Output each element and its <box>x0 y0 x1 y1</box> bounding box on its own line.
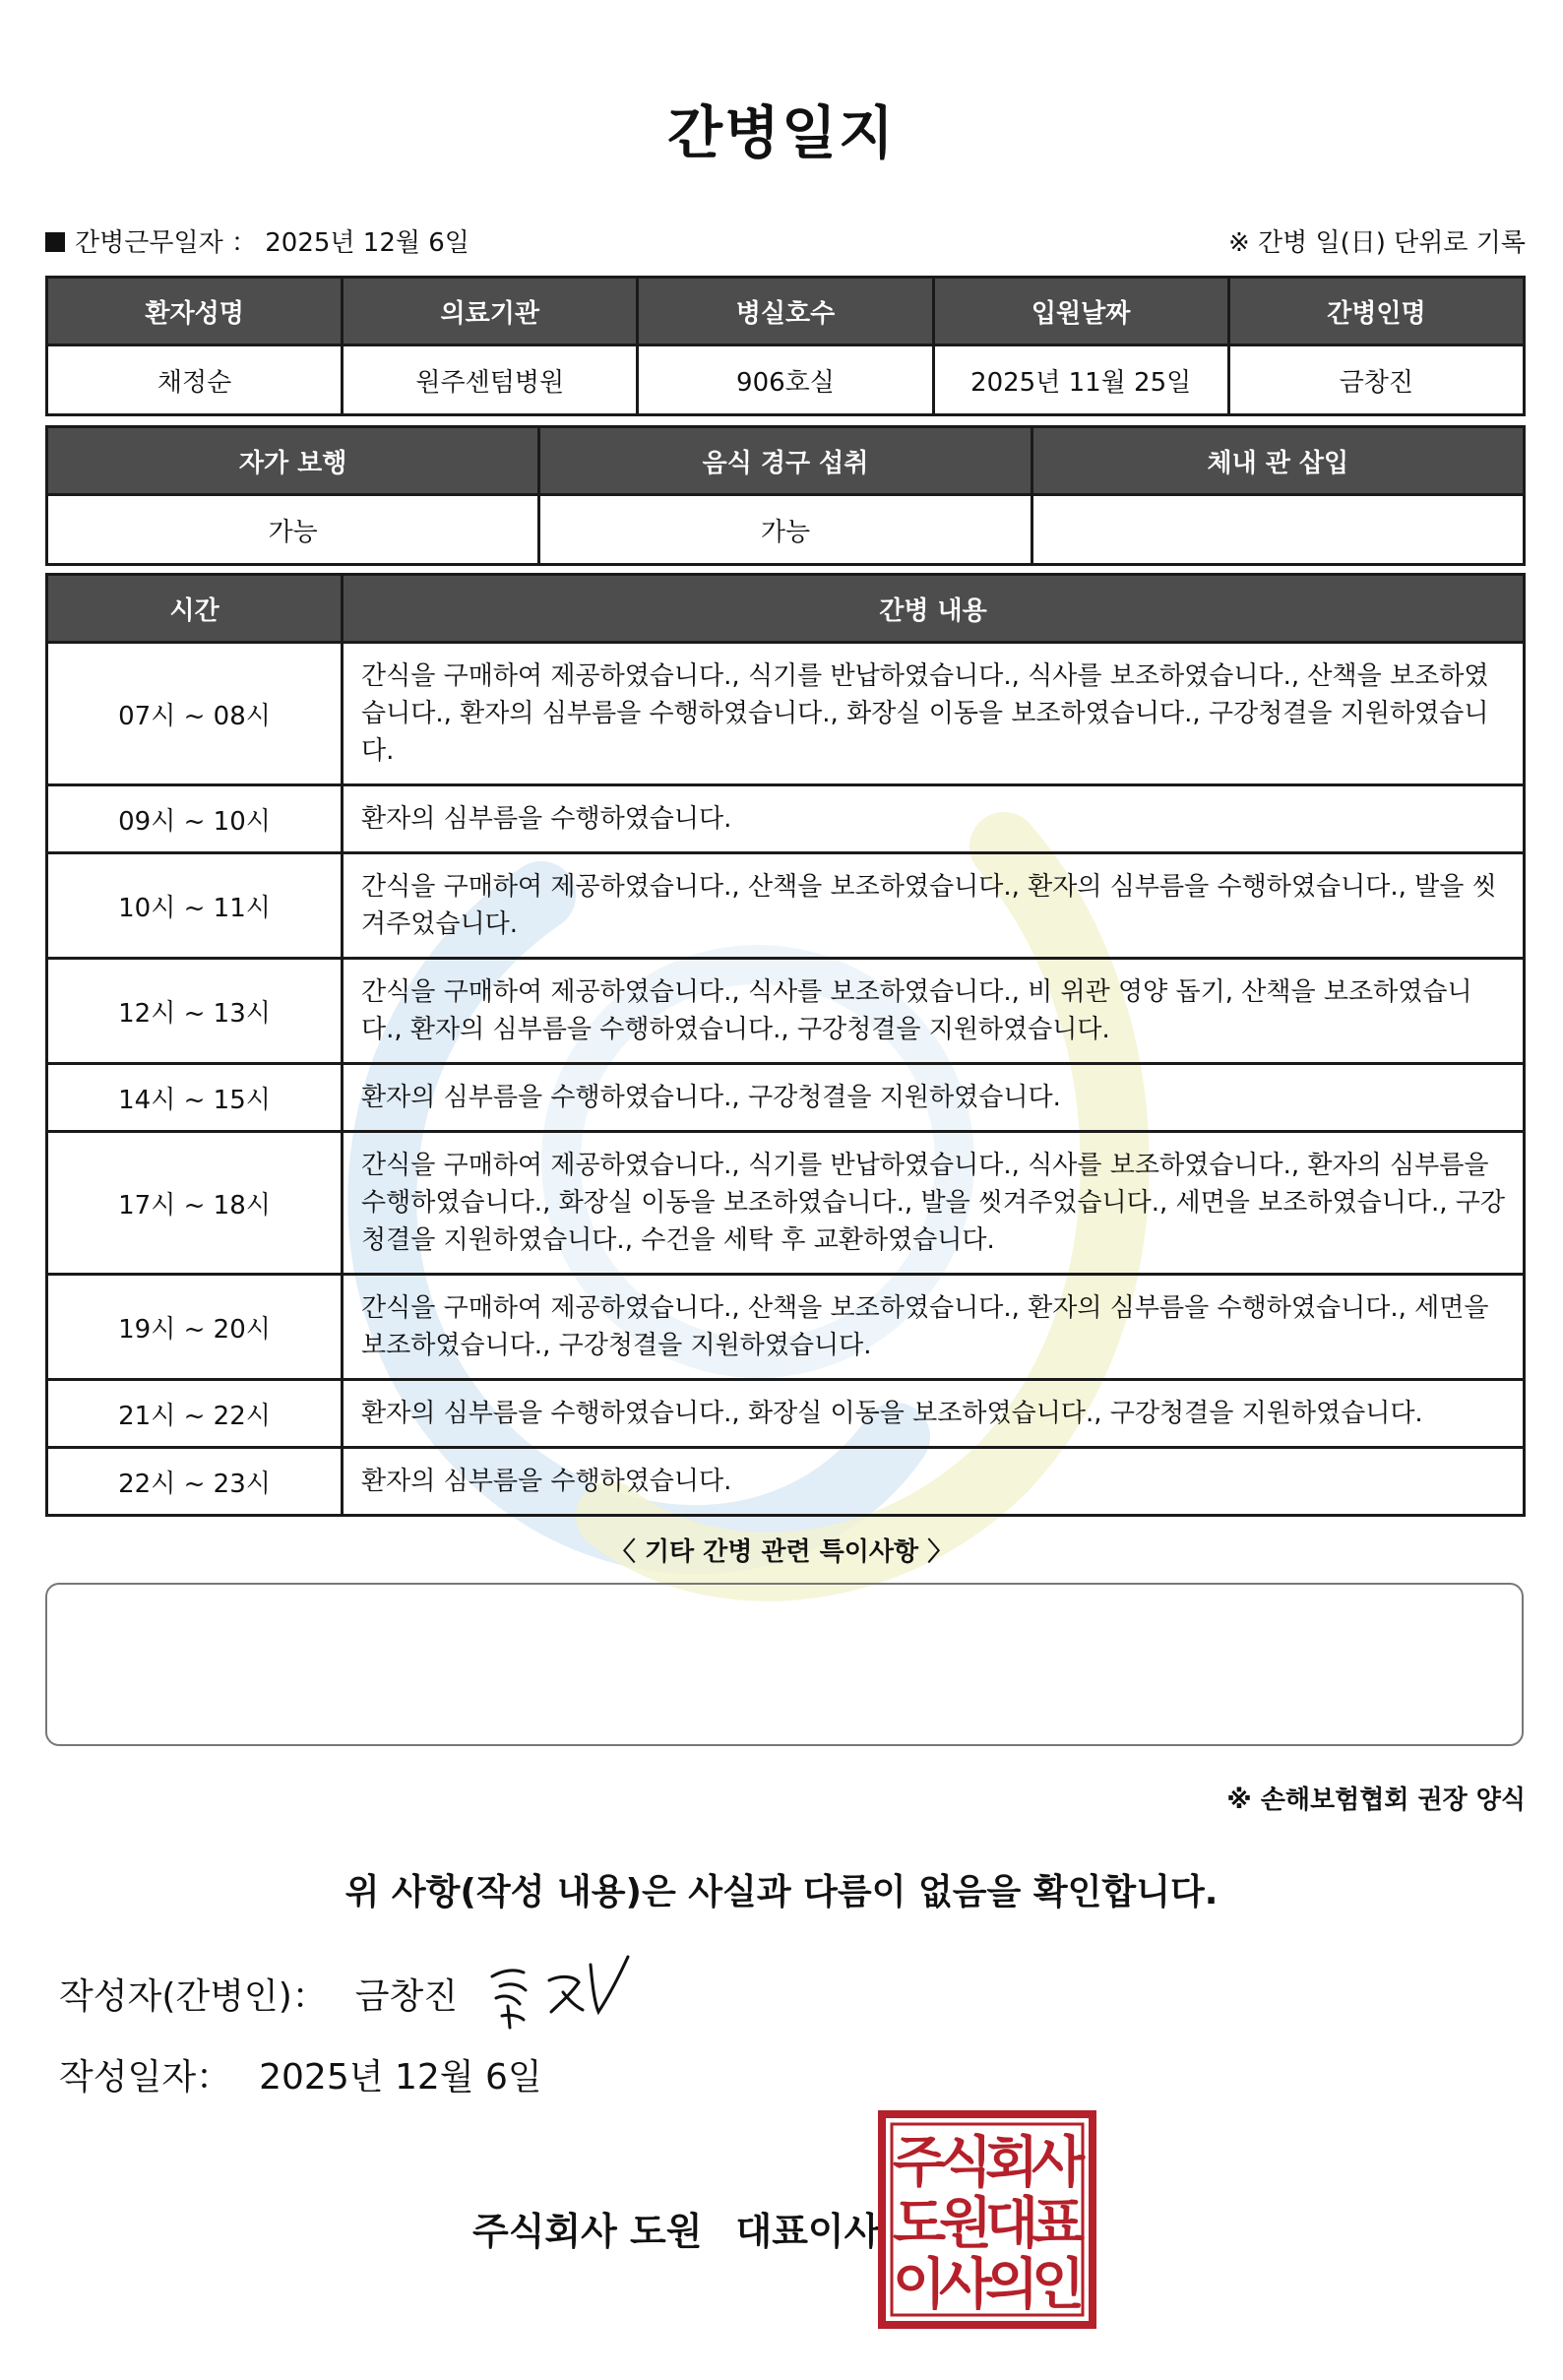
table-row <box>47 1064 1525 1132</box>
admission-date: 2025년 11월 25일 <box>933 345 1228 415</box>
log-time: 19시 ~ 20시 <box>47 1275 343 1380</box>
svg-text:사: 사 <box>1031 2131 1086 2195</box>
svg-text:의: 의 <box>984 2253 1039 2317</box>
ceo-title: 대표이사 <box>735 2210 881 2253</box>
recommend-note: ※ 손해보험협회 권장 양식 <box>1226 1785 1526 1815</box>
log-time: 07시 ~ 08시 <box>47 643 343 785</box>
log-content: 환자의 심부름을 수행하였습니다., 구강청결을 지원하였습니다. <box>343 1064 1525 1132</box>
svg-text:대: 대 <box>984 2192 1039 2256</box>
header-hospital: 의료기관 <box>343 278 638 345</box>
log-time: 14시 ~ 15시 <box>47 1064 343 1132</box>
work-date-line <box>45 222 469 259</box>
author-name: 금창진 <box>354 1976 459 2017</box>
header-self-walking: 자가 보행 <box>47 427 539 495</box>
table-row <box>47 643 1525 785</box>
log-content: 간식을 구매하여 제공하였습니다., 식사를 보조하였습니다., 비 위관 영양 돕기, 산책을 보조하였습니다., 환자의 심부름을 수행하였습니다., 구강청결을 지원하였습니다. <box>343 959 1525 1064</box>
hospital-name: 원주센텀병원 <box>343 345 638 415</box>
svg-text:표: 표 <box>1031 2192 1086 2256</box>
author-line <box>59 1969 458 2019</box>
log-time: 09시 ~ 10시 <box>47 785 343 853</box>
table-row <box>47 785 1525 853</box>
date-label: 작성일자： <box>59 2057 232 2098</box>
patient-status-table <box>45 425 1526 566</box>
log-time: 12시 ~ 13시 <box>47 959 343 1064</box>
log-content: 환자의 심부름을 수행하였습니다. <box>343 1448 1525 1516</box>
company-seal-stamp <box>876 2108 1098 2331</box>
log-content: 간식을 구매하여 제공하였습니다., 산책을 보조하였습니다., 환자의 심부름을 수행하였습니다., 발을 씻겨주었습니다. <box>343 853 1525 959</box>
table-row <box>47 1275 1525 1380</box>
notes-box <box>45 1583 1524 1746</box>
log-content: 간식을 구매하여 제공하였습니다., 식기를 반납하였습니다., 식사를 보조하였습니다., 산책을 보조하였습니다., 환자의 심부름을 수행하였습니다., 화장실 이동을 보조하였습니다., 구강청결을 지원하였습니다. <box>343 643 1525 785</box>
work-date-value: 2025년 12월 6일 <box>265 228 469 258</box>
patient-info-table <box>45 276 1526 416</box>
oral-intake-value: 가능 <box>539 495 1032 565</box>
svg-text:회: 회 <box>984 2131 1039 2195</box>
header-time: 시간 <box>47 575 343 643</box>
work-date-label: 간병근무일자 ： <box>75 228 257 258</box>
signature-image <box>480 1947 638 2030</box>
square-bullet-icon <box>45 232 65 252</box>
table-header-row <box>47 278 1525 345</box>
svg-text:인: 인 <box>1031 2253 1086 2317</box>
room-number: 906호실 <box>638 345 933 415</box>
header-room: 병실호수 <box>638 278 933 345</box>
log-content: 환자의 심부름을 수행하였습니다., 화장실 이동을 보조하였습니다., 구강청결을 지원하였습니다. <box>343 1380 1525 1448</box>
log-content: 간식을 구매하여 제공하였습니다., 식기를 반납하였습니다., 식사를 보조하였습니다., 환자의 심부름을 수행하였습니다., 화장실 이동을 보조하였습니다., 발을 씻겨주었습니다., 세면을 보조하였습니다., 구강청결을 지원하였습니다., 수건을 세탁 후 교환하였습니다. <box>343 1132 1525 1275</box>
table-header-row <box>47 427 1525 495</box>
document-title: 간병일지 <box>666 99 897 166</box>
company-line <box>472 2201 880 2255</box>
caregiver-name: 금창진 <box>1228 345 1524 415</box>
log-content: 간식을 구매하여 제공하였습니다., 산책을 보조하였습니다., 환자의 심부름을 수행하였습니다., 세면을 보조하였습니다., 구강청결을 지원하였습니다. <box>343 1275 1525 1380</box>
table-row <box>47 959 1525 1064</box>
date-line <box>59 2049 542 2099</box>
table-row <box>47 345 1525 415</box>
table-row <box>47 1132 1525 1275</box>
notes-heading: 〈 기타 간병 관련 특이사항 〉 <box>609 1537 954 1567</box>
log-time: 17시 ~ 18시 <box>47 1132 343 1275</box>
svg-text:도: 도 <box>892 2192 947 2256</box>
table-row <box>47 495 1525 565</box>
header-patient-name: 환자성명 <box>47 278 343 345</box>
table-row <box>47 1380 1525 1448</box>
header-caregiver-name: 간병인명 <box>1228 278 1524 345</box>
log-time: 22시 ~ 23시 <box>47 1448 343 1516</box>
record-unit-note: ※ 간병 일(日) 단위로 기록 <box>1227 228 1526 258</box>
care-log-table <box>45 573 1526 1517</box>
svg-text:주: 주 <box>892 2131 947 2195</box>
header-care-content: 간병 내용 <box>343 575 1525 643</box>
patient-name: 채정순 <box>47 345 343 415</box>
header-oral-intake: 음식 경구 섭취 <box>539 427 1032 495</box>
log-content: 환자의 심부름을 수행하였습니다. <box>343 785 1525 853</box>
svg-text:원: 원 <box>938 2192 993 2256</box>
table-row <box>47 1448 1525 1516</box>
table-row <box>47 853 1525 959</box>
header-tube-insertion: 체내 관 삽입 <box>1032 427 1524 495</box>
date-value: 2025년 12월 6일 <box>259 2057 542 2098</box>
header-admission-date: 입원날짜 <box>933 278 1228 345</box>
self-walking-value: 가능 <box>47 495 539 565</box>
svg-text:이: 이 <box>892 2253 947 2317</box>
svg-text:사: 사 <box>938 2253 993 2317</box>
author-label: 작성자(간병인)： <box>59 1976 328 2017</box>
company-name: 주식회사 도원 <box>472 2210 703 2253</box>
tube-insertion-value <box>1032 495 1524 565</box>
log-time: 21시 ~ 22시 <box>47 1380 343 1448</box>
confirmation-statement: 위 사항(작성 내용)은 사실과 다름이 없음을 확인합니다. <box>344 1872 1219 1912</box>
log-time: 10시 ~ 11시 <box>47 853 343 959</box>
table-header-row <box>47 575 1525 643</box>
svg-text:식: 식 <box>938 2131 993 2195</box>
